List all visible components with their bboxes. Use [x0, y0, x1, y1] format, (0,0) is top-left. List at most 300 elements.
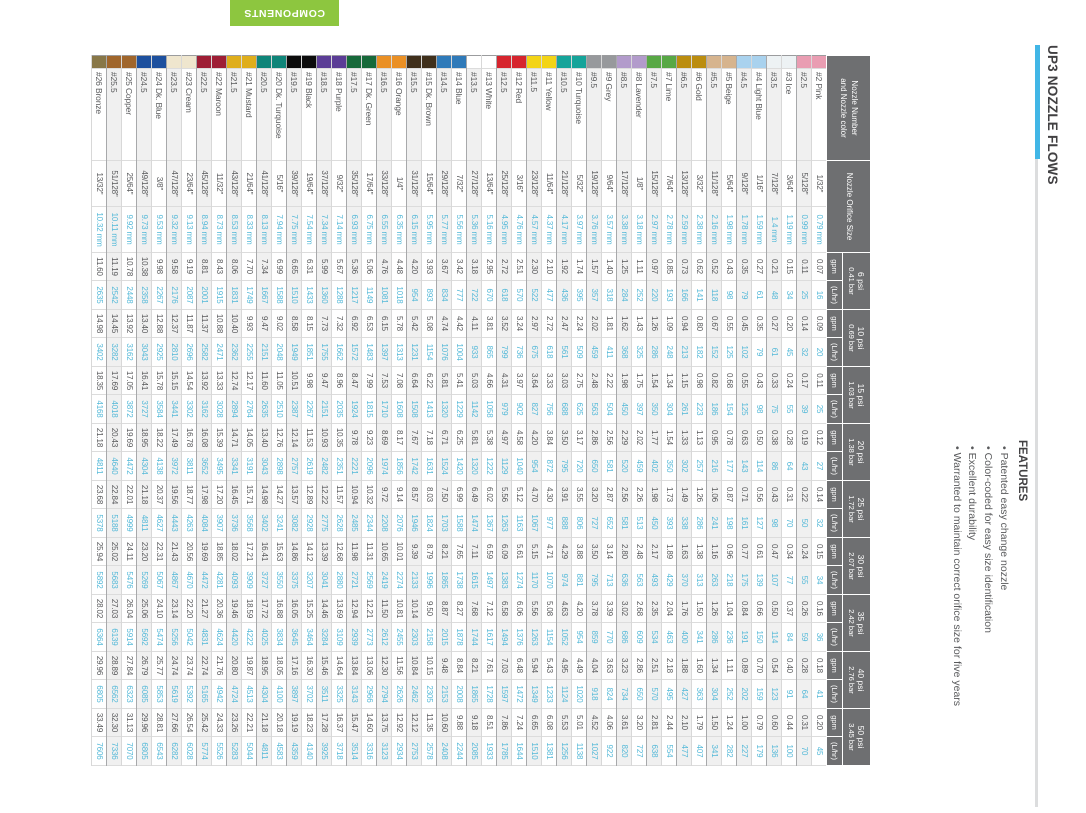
flow-gpm: 0.24 [797, 538, 812, 566]
flow-gpm: 8.03 [422, 481, 437, 509]
flow-gpm: 0.07 [812, 253, 827, 281]
flow-gpm: 3.18 [467, 253, 482, 281]
flow-lhr: 191 [737, 623, 752, 652]
flow-lhr: 5392 [182, 680, 197, 709]
table-row [227, 56, 242, 766]
orifice-mm: 10.32 mm [92, 207, 107, 253]
flow-gpm: 0.84 [737, 595, 752, 623]
flow-lhr: 5474 [152, 623, 167, 652]
flow-gpm: 10.01 [392, 538, 407, 566]
flow-lhr: 5067 [152, 566, 167, 595]
flow-gpm: 2.68 [632, 595, 647, 623]
flow-gpm: 5.81 [437, 367, 452, 395]
flow-lhr: 1572 [347, 338, 362, 367]
orifice-fraction: 19/128" [587, 161, 602, 207]
flow-gpm: 12.12 [407, 709, 422, 737]
flow-lhr: 820 [617, 737, 632, 766]
flow-lhr: 2898 [272, 452, 287, 481]
flow-lhr: 4724 [227, 680, 242, 709]
flow-gpm: 17.21 [242, 538, 257, 566]
flow-lhr: 2635 [257, 395, 272, 424]
flow-lhr: 3495 [212, 452, 227, 481]
flow-gpm: 6.15 [377, 310, 392, 338]
nozzle-name: #15.5 [407, 69, 422, 161]
flow-lhr: 1667 [257, 281, 272, 310]
flow-lhr: 1381 [542, 737, 557, 766]
col-header-nozzle-line2: and Nozzle color [839, 78, 849, 138]
flow-gpm: 0.09 [812, 310, 827, 338]
flow-gpm: 0.18 [812, 652, 827, 680]
flow-gpm: 9.72 [377, 481, 392, 509]
flow-lhr: 918 [587, 680, 602, 709]
flow-gpm: 1.11 [722, 652, 737, 680]
flow-lhr: 974 [557, 566, 572, 595]
flow-lhr: 1231 [407, 338, 422, 367]
flow-lhr: 4811 [137, 509, 152, 538]
flow-lhr: 411 [602, 338, 617, 367]
orifice-fraction: 51/128" [107, 161, 122, 207]
flow-lhr: 3702 [302, 680, 317, 709]
flow-gpm: 31.13 [122, 709, 137, 737]
flow-lhr: 3282 [107, 338, 122, 367]
flow-gpm: 3.23 [617, 652, 632, 680]
flow-lhr: 1497 [482, 566, 497, 595]
flow-lhr: 638 [647, 737, 662, 766]
flow-gpm: 0.61 [752, 538, 767, 566]
flow-lhr: 50 [797, 509, 812, 538]
flow-lhr: 2894 [227, 395, 242, 424]
flow-lhr: 357 [587, 281, 602, 310]
flow-gpm: 19.46 [227, 595, 242, 623]
flow-gpm: 5.03 [467, 367, 482, 395]
flow-gpm: 6.25 [452, 424, 467, 452]
flow-gpm: 8.58 [287, 310, 302, 338]
flow-lhr: 720 [572, 452, 587, 481]
flow-lhr: 3727 [257, 566, 272, 595]
nozzle-color-swatch [767, 56, 782, 69]
flow-gpm: 3.39 [602, 595, 617, 623]
unit-gpm-label: gpm [827, 253, 843, 281]
flow-lhr: 118 [707, 281, 722, 310]
orifice-fraction: 11/128" [707, 161, 722, 207]
flow-lhr: 154 [722, 395, 737, 424]
flow-gpm: 17.72 [257, 595, 272, 623]
flow-lhr: 64 [782, 452, 797, 481]
orifice-fraction: 9/32" [332, 161, 347, 207]
flow-lhr: 3811 [182, 452, 197, 481]
table-row [662, 56, 677, 766]
orifice-fraction: 23/128" [527, 161, 542, 207]
flow-lhr: 4018 [107, 395, 122, 424]
nozzle-color-swatch [482, 56, 497, 69]
flow-gpm: 0.52 [707, 253, 722, 281]
flow-gpm: 2.56 [617, 481, 632, 509]
pressure-psi-label: 15 psi [856, 383, 867, 407]
flow-lhr: 1027 [587, 737, 602, 766]
flow-lhr: 2880 [332, 566, 347, 595]
pressure-psi-label: 35 psi [856, 611, 867, 635]
flow-lhr: 36 [812, 623, 827, 652]
orifice-mm: 8.94 mm [197, 207, 212, 253]
flow-lhr: 3897 [287, 680, 302, 709]
flow-gpm: 6.09 [497, 538, 512, 566]
flow-gpm: 14.05 [242, 424, 257, 452]
orifice-mm: 4.17 mm [557, 207, 572, 253]
nozzle-name: #24.5 [137, 69, 152, 161]
flow-gpm: 17.98 [197, 481, 212, 509]
flow-lhr: 363 [692, 680, 707, 709]
flow-lhr: 2001 [197, 281, 212, 310]
flow-lhr: 2274 [392, 566, 407, 595]
flow-gpm: 4.20 [407, 253, 422, 281]
nozzle-name: #7.5 [647, 69, 662, 161]
table-row [257, 56, 272, 766]
flow-gpm: 12.30 [377, 652, 392, 680]
flow-gpm: 6.08 [542, 709, 557, 737]
flow-gpm: 15.39 [212, 424, 227, 452]
orifice-fraction: 17/128" [617, 161, 632, 207]
flow-lhr: 70 [797, 737, 812, 766]
flow-lhr: 1588 [452, 509, 467, 538]
flow-gpm: 7.32 [332, 310, 347, 338]
flow-lhr: 4359 [287, 737, 302, 766]
orifice-mm: 5.16 mm [482, 207, 497, 253]
pressure-bar-label: 2.42 bar [846, 609, 856, 637]
flow-lhr: 1433 [302, 281, 317, 310]
flow-gpm: 0.98 [692, 367, 707, 395]
flow-lhr: 241 [707, 509, 722, 538]
nozzle-name: #3 Ice [782, 69, 797, 161]
nozzle-color-swatch [797, 56, 812, 69]
flow-lhr: 824 [602, 680, 617, 709]
orifice-fraction: 7/64" [662, 161, 677, 207]
flow-lhr: 1349 [527, 680, 542, 709]
unit-gpm-label: gpm [827, 424, 843, 452]
unit-gpm-label: gpm [827, 652, 843, 680]
flow-lhr: 5188 [107, 509, 122, 538]
flow-gpm: 2.10 [542, 253, 557, 281]
flow-lhr: 3375 [287, 566, 302, 595]
flow-lhr: 395 [572, 281, 587, 310]
flow-gpm: 1.77 [647, 424, 662, 452]
orifice-mm: 3.76 mm [587, 207, 602, 253]
flow-gpm: 10.84 [407, 652, 422, 680]
unit-lhr-label: (L/hr) [827, 623, 843, 652]
nozzle-name: #10.5 [557, 69, 572, 161]
flow-lhr: 1383 [497, 566, 512, 595]
flow-gpm: 13.33 [212, 367, 227, 395]
pressure-bar-label: 1.38 bar [846, 438, 856, 466]
nozzle-color-swatch [497, 56, 512, 69]
nozzle-color-swatch [137, 56, 152, 69]
orifice-fraction: 5/32" [572, 161, 587, 207]
flow-gpm: 2.30 [527, 253, 542, 281]
flow-lhr: 1510 [287, 281, 302, 310]
table-row [752, 56, 767, 766]
flow-lhr: 4168 [92, 395, 107, 424]
flow-gpm: 15.78 [152, 367, 167, 395]
flow-gpm: 17.16 [287, 652, 302, 680]
flow-lhr: 3191 [242, 452, 257, 481]
pressure-bar-label: 0.69 bar [846, 324, 856, 352]
nozzle-color-swatch [287, 56, 302, 69]
orifice-mm: 6.35 mm [392, 207, 407, 253]
header-rule [1036, 159, 1039, 807]
table-row [497, 56, 512, 766]
orifice-fraction: 33/128" [377, 161, 392, 207]
pressure-bar-label: 0.41 bar [846, 267, 856, 295]
flow-lhr: 977 [542, 509, 557, 538]
flow-gpm: 3.55 [572, 481, 587, 509]
orifice-fraction: 15/64" [422, 161, 437, 207]
flow-gpm: 0.31 [797, 709, 812, 737]
flow-gpm: 13.84 [347, 652, 362, 680]
flow-lhr: 397 [632, 395, 647, 424]
pressure-psi-label: 50 psi [856, 725, 867, 749]
flow-lhr: 2035 [332, 395, 347, 424]
flow-gpm: 2.02 [587, 310, 602, 338]
flow-gpm: 1.76 [677, 595, 692, 623]
nozzle-color-swatch [452, 56, 467, 69]
flow-gpm: 13.92 [197, 367, 212, 395]
nozzle-color-swatch [167, 56, 182, 69]
flow-lhr: 2267 [302, 395, 317, 424]
flow-lhr: 1617 [482, 623, 497, 652]
flow-gpm: 8.17 [392, 424, 407, 452]
flow-lhr: 166 [677, 281, 692, 310]
flow-gpm: 5.08 [542, 595, 557, 623]
flow-gpm: 2.51 [512, 253, 527, 281]
flow-lhr: 45 [782, 338, 797, 367]
flow-gpm: 18.85 [212, 538, 227, 566]
flow-lhr: 4263 [182, 509, 197, 538]
flow-gpm: 7.03 [497, 652, 512, 680]
flow-gpm: 1.57 [587, 253, 602, 281]
flow-lhr: 2455 [392, 623, 407, 652]
nozzle-name: #18.5 [317, 69, 332, 161]
flow-gpm: 14.60 [362, 709, 377, 737]
orifice-fraction: 5/64" [722, 161, 737, 207]
flow-gpm: 1.25 [617, 253, 632, 281]
table-row [212, 56, 227, 766]
flow-lhr: 770 [602, 623, 617, 652]
flow-gpm: 0.89 [737, 652, 752, 680]
nozzle-name: #15 Dk. Brown [422, 69, 437, 161]
flow-gpm: 0.50 [752, 424, 767, 452]
flow-lhr: 1749 [242, 281, 257, 310]
flow-gpm: 4.29 [557, 538, 572, 566]
flow-gpm: 8.21 [467, 652, 482, 680]
flow-gpm: 8.15 [302, 310, 317, 338]
flow-lhr: 1154 [542, 623, 557, 652]
flow-lhr: 4304 [257, 680, 272, 709]
flow-lhr: 670 [482, 281, 497, 310]
flow-gpm: 1.62 [617, 310, 632, 338]
orifice-mm: 2.59 mm [677, 207, 692, 253]
flow-lhr: 393 [662, 509, 677, 538]
flow-lhr: 1738 [452, 566, 467, 595]
flow-gpm: 9.88 [452, 709, 467, 737]
flow-gpm: 3.17 [572, 424, 587, 452]
flow-gpm: 1.89 [662, 538, 677, 566]
flow-gpm: 0.71 [737, 481, 752, 509]
flow-gpm: 1.16 [707, 538, 722, 566]
flow-lhr: 1755 [317, 338, 332, 367]
flow-lhr: 1924 [347, 395, 362, 424]
flow-lhr: 4999 [122, 509, 137, 538]
table-row [737, 56, 752, 766]
flow-lhr: 581 [617, 509, 632, 538]
flow-lhr: 2696 [182, 338, 197, 367]
flow-gpm: 16.05 [287, 595, 302, 623]
flow-gpm: 3.84 [542, 424, 557, 452]
pressure-psi-label: 6 psi [856, 272, 867, 290]
flow-gpm: 4.71 [542, 538, 557, 566]
flow-gpm: 2.22 [602, 367, 617, 395]
flow-lhr: 2085 [467, 737, 482, 766]
table-row [557, 56, 572, 766]
nozzle-color-swatch [617, 56, 632, 69]
flow-lhr: 3907 [212, 509, 227, 538]
orifice-mm: 5.95 mm [422, 207, 437, 253]
flow-gpm: 13.40 [257, 424, 272, 452]
flow-lhr: 5476 [122, 566, 137, 595]
flow-gpm: 18.59 [242, 595, 257, 623]
flow-lhr: 6364 [92, 623, 107, 652]
flow-lhr: 3162 [122, 338, 137, 367]
flow-lhr: 2362 [227, 338, 242, 367]
table-row [302, 56, 317, 766]
orifice-mm: 7.54 mm [302, 207, 317, 253]
flow-lhr: 227 [737, 737, 752, 766]
flow-lhr: 1588 [272, 281, 287, 310]
flow-lhr: 427 [677, 680, 692, 709]
flow-lhr: 4811 [92, 452, 107, 481]
flow-lhr: 5774 [197, 737, 212, 766]
table-row [92, 56, 107, 766]
flow-lhr: 534 [647, 623, 662, 652]
flow-lhr: 4304 [137, 452, 152, 481]
table-row [122, 56, 137, 766]
orifice-fraction: 19/64" [302, 161, 317, 207]
flow-lhr: 625 [572, 395, 587, 424]
flow-gpm: 11.56 [392, 652, 407, 680]
flow-lhr: 1018 [392, 281, 407, 310]
unit-lhr-label: (L/hr) [827, 395, 843, 424]
table-row [332, 56, 347, 766]
flow-gpm: 3.02 [617, 595, 632, 623]
nozzle-color-swatch [257, 56, 272, 69]
flow-lhr: 5619 [167, 680, 182, 709]
table-row [767, 56, 782, 766]
flow-lhr: 4100 [272, 680, 287, 709]
flow-lhr: 1744 [467, 623, 482, 652]
flow-lhr: 161 [737, 509, 752, 538]
flow-lhr: 2925 [152, 338, 167, 367]
orifice-fraction: 13/32" [92, 161, 107, 207]
flow-lhr: 2628 [332, 509, 347, 538]
nozzle-name: #11.5 [527, 69, 542, 161]
flow-lhr: 1263 [497, 509, 512, 538]
nozzle-name: #9.5 [587, 69, 602, 161]
flow-lhr: 341 [692, 623, 707, 652]
flow-gpm: 0.28 [782, 424, 797, 452]
table-row [677, 56, 692, 766]
table-row [437, 56, 452, 766]
flow-gpm: 21.18 [257, 709, 272, 737]
flow-lhr: 4811 [257, 737, 272, 766]
flow-gpm: 1.49 [677, 481, 692, 509]
nozzle-name: #2 Pink [812, 69, 827, 161]
orifice-fraction: 3/8" [152, 161, 167, 207]
flow-gpm: 13.92 [122, 310, 137, 338]
flow-lhr: 7336 [107, 737, 122, 766]
flow-gpm: 18.95 [257, 652, 272, 680]
flow-gpm: 17.69 [107, 367, 122, 395]
orifice-fraction: 7/128" [767, 161, 782, 207]
flow-lhr: 522 [527, 281, 542, 310]
flow-lhr: 1397 [377, 338, 392, 367]
flow-lhr: 581 [602, 452, 617, 481]
flow-gpm: 24.74 [167, 652, 182, 680]
flow-lhr: 563 [632, 566, 647, 595]
flow-gpm: 6.58 [497, 595, 512, 623]
flow-gpm: 7.73 [317, 310, 332, 338]
nozzle-color-swatch [632, 56, 647, 69]
flow-gpm: 5.38 [482, 424, 497, 452]
flow-lhr: 102 [737, 338, 752, 367]
flow-lhr: 6323 [122, 680, 137, 709]
flow-gpm: 14.98 [257, 481, 272, 509]
flow-lhr: 25 [812, 395, 827, 424]
flow-gpm: 7.12 [482, 595, 497, 623]
flow-lhr: 827 [527, 395, 542, 424]
flow-lhr: 561 [557, 338, 572, 367]
flow-gpm: 23.68 [92, 481, 107, 509]
flow-gpm: 18.95 [137, 424, 152, 452]
flow-lhr: 459 [587, 338, 602, 367]
flow-lhr: 127 [752, 509, 767, 538]
flow-gpm: 20.37 [152, 481, 167, 509]
flow-lhr: 3872 [122, 395, 137, 424]
flow-lhr: 61 [752, 281, 767, 310]
flow-gpm: 26.04 [122, 595, 137, 623]
flow-gpm: 3.42 [452, 253, 467, 281]
flow-lhr: 2267 [152, 281, 167, 310]
flow-lhr: 1233 [542, 680, 557, 709]
nozzle-name: #16 Orange [392, 69, 407, 161]
flow-gpm: 1.54 [662, 424, 677, 452]
table-row [137, 56, 152, 766]
flow-gpm: 0.11 [812, 367, 827, 395]
flow-lhr: 7606 [92, 737, 107, 766]
flow-gpm: 5.43 [542, 652, 557, 680]
flow-gpm: 10.78 [122, 253, 137, 281]
flow-lhr: 1483 [362, 338, 377, 367]
flow-lhr: 1313 [392, 338, 407, 367]
flow-lhr: 34 [812, 566, 827, 595]
flow-gpm: 1.79 [692, 709, 707, 737]
orifice-mm: 7.75 mm [287, 207, 302, 253]
flow-gpm: 15.63 [272, 538, 287, 566]
flow-gpm: 1.73 [662, 481, 677, 509]
flow-gpm: 24.11 [122, 538, 137, 566]
flow-lhr: 400 [677, 623, 692, 652]
flow-gpm: 3.52 [497, 310, 512, 338]
flow-gpm: 19.56 [167, 481, 182, 509]
flow-lhr: 3143 [347, 680, 362, 709]
flow-gpm: 23.20 [137, 538, 152, 566]
